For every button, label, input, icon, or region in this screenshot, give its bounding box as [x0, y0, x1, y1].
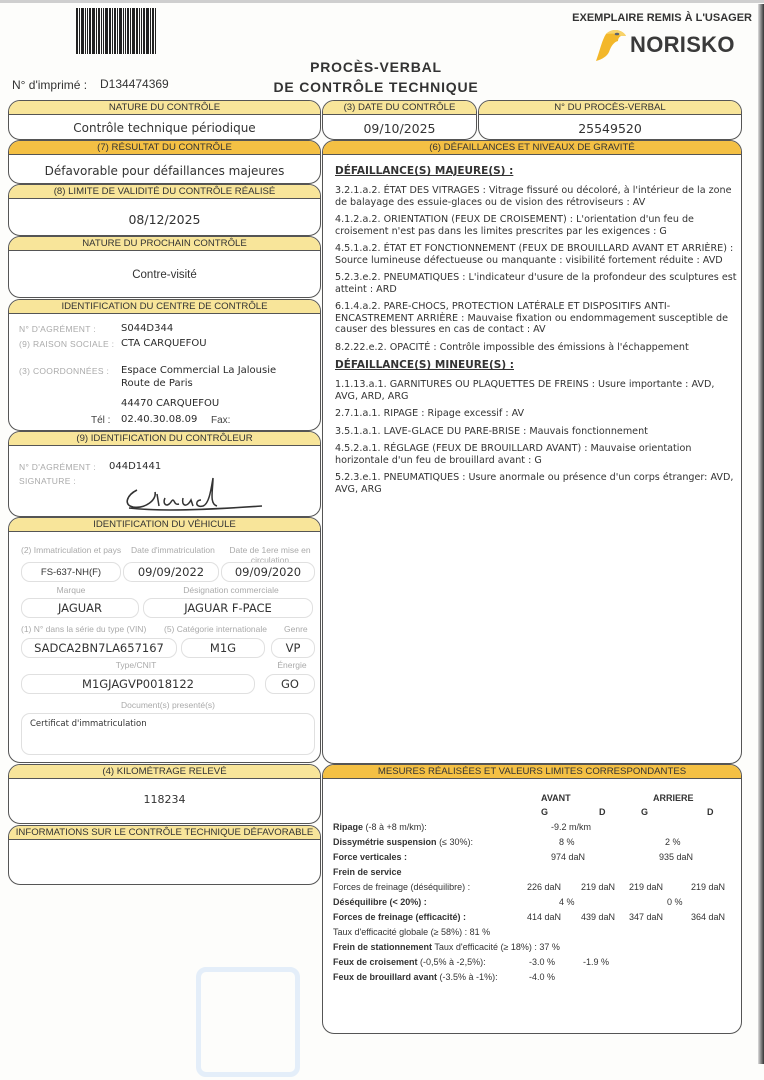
informations-box [8, 825, 321, 885]
barcode-bar [127, 8, 129, 54]
imprime-label: N° d'imprimé : [12, 78, 88, 92]
centre-controle-header: IDENTIFICATION DU CENTRE DE CONTRÔLE [9, 300, 320, 314]
marque-caption: Marque [56, 585, 86, 595]
col-arriere: ARRIERE [653, 793, 694, 803]
barcode-bar [92, 8, 95, 54]
barcode-bar [143, 8, 145, 54]
centre-raison-label: (9) RAISON SOCIALE : [19, 339, 115, 349]
mineure-item: 2.7.1.a.1. RIPAGE : Ripage excessif : AV [335, 408, 525, 419]
barcode-bar [85, 8, 86, 54]
immat-caption: (2) Immatriculation et pays [21, 545, 122, 555]
barcode-bar [125, 8, 126, 54]
barcode-bar [87, 8, 88, 54]
col-avant-d: D [599, 807, 606, 817]
barcode-bar [81, 8, 84, 54]
nature-controle-box [8, 100, 321, 140]
designation-field: JAGUAR F-PACE [143, 598, 313, 618]
dissym-label: Dissymétrie suspension [333, 837, 437, 847]
vehicule-box [8, 517, 321, 763]
forces-deseq-arg: 219 daN [629, 882, 664, 892]
force-vert-avant: 974 daN [551, 852, 586, 862]
force-vert-label: Force verticales : [333, 852, 408, 862]
numero-pv-box [478, 100, 742, 140]
date-immat-field: 09/09/2022 [123, 562, 219, 582]
immat-field: FS-637-NH(F) [21, 562, 121, 582]
scan-edge-right [758, 4, 764, 1064]
vehicule-header: IDENTIFICATION DU VÉHICULE [9, 518, 320, 532]
barcode-bar [136, 8, 138, 54]
defaillances-box [322, 140, 742, 764]
majeure-item: 4.1.2.a.2. ORIENTATION (FEUX DE CROISEMENT) : L'orientation d'un feu de croisement n'est pas dans les limites prescrites par les exigences : G [335, 214, 694, 237]
mesures-box [322, 764, 742, 1034]
signature [117, 470, 267, 515]
date-1ere-field: 09/09/2020 [221, 562, 315, 582]
nature-controle-header: NATURE DU CONTRÔLE [9, 101, 320, 115]
limite-validite-value: 08/12/2025 [128, 212, 201, 227]
forces-eff-ard: 364 daN [691, 912, 726, 922]
date-controle-header: (3) DATE DU CONTRÔLE [323, 101, 476, 115]
marque-field: JAGUAR [21, 598, 139, 618]
majeure-item: 5.2.3.e.2. PNEUMATIQUES : L'indicateur d'usure de la profondeur des sculptures est atteint : ARD [335, 272, 737, 295]
limite-validite-header: (8) LIMITE DE VALIDITÉ DU CONTRÔLE RÉALISÉ [9, 185, 320, 199]
croisement-g: -3.0 % [529, 957, 556, 967]
date-controle-value: 09/10/2025 [363, 121, 436, 136]
barcode-bar [123, 8, 124, 54]
centre-address-line2: Route de Paris [121, 378, 193, 389]
forces-eff-avg: 414 daN [527, 912, 562, 922]
dissym-avant: 8 % [559, 837, 575, 847]
ripage-limit: (-8 à +8 m/km): [365, 822, 427, 832]
centre-controle-box [8, 299, 321, 431]
type-field: M1GJAGVP0018122 [21, 674, 255, 694]
barcode-bar [96, 8, 97, 54]
barcode-bar [79, 8, 80, 54]
scan-edge-top [0, 0, 764, 3]
designation-caption: Désignation commerciale [183, 585, 279, 595]
document-title-line2: DE CONTRÔLE TECHNIQUE [273, 79, 479, 95]
croisement-limit: (-0,5% à -2,5%): [420, 957, 486, 967]
barcode-bar [89, 8, 91, 54]
barcode-bar [130, 8, 131, 54]
frein-service-label: Frein de service [333, 867, 402, 877]
forces-deseq-avd: 219 daN [581, 882, 616, 892]
prochain-controle-header: NATURE DU PROCHAIN CONTRÔLE [9, 237, 320, 251]
document-title-line1: PROCÈS-VERBAL [310, 59, 442, 75]
controleur-signature-label: SIGNATURE : [19, 476, 76, 486]
limite-validite-box [8, 184, 321, 236]
dissym-limit: (≤ 30%): [439, 837, 474, 847]
centre-fax-label: Fax: [211, 415, 231, 426]
centre-address-line3: 44470 CARQUEFOU [121, 398, 220, 409]
mineure-item: 1.1.13.a.1. GARNITURES OU PLAQUETTES DE FREINS : Usure importante : AVD, AVG, ARD, ARG [335, 379, 715, 402]
barcode-bar [132, 8, 135, 54]
barcode-bar [117, 8, 118, 54]
date-1ere-caption: Date de 1ere mise en circulation [229, 545, 311, 565]
barcode-bar [141, 8, 142, 54]
genre-caption: Genre [284, 624, 308, 634]
controleur-box [8, 431, 321, 517]
date-controle-box [322, 100, 477, 140]
col-avant-g: G [541, 807, 549, 817]
forces-deseq-label: Forces de freinage (déséquilibre) : [333, 882, 471, 892]
forces-eff-avd: 439 daN [581, 912, 616, 922]
brouillard-label: Feux de brouillard avant [333, 972, 438, 982]
barcode-bar [146, 8, 149, 54]
croisement-label: Feux de croisement [333, 957, 418, 967]
mineure-item: 4.5.2.a.1. RÉGLAGE (FEUX DE BROUILLARD AVANT) : Mauvaise orientation horizontale d'un feu de brouillard avant : G [335, 443, 692, 466]
defaillances-content [323, 165, 741, 495]
kilometrage-box [8, 764, 321, 824]
forces-eff-label: Forces de freinage (efficacité) : [333, 912, 467, 922]
energie-field: GO [265, 674, 315, 694]
forces-deseq-ard: 219 daN [691, 882, 726, 892]
barcode-bar [98, 8, 100, 54]
vin-caption: (1) N° dans la série du type (VIN) [21, 624, 147, 634]
norisko-logo [592, 30, 752, 62]
documents-value: Certificat d'immatriculation [30, 719, 147, 729]
col-arriere-d: D [707, 807, 714, 817]
forces-deseq-avg: 226 daN [527, 882, 562, 892]
barcode-bar [150, 8, 151, 54]
prochain-controle-value: Contre-visité [132, 269, 197, 281]
exemplaire-label: EXEMPLAIRE REMIS À L'USAGER [572, 12, 752, 24]
forces-eff-arg: 347 daN [629, 912, 664, 922]
deseq-label: Déséquilibre (< 20%) : [333, 897, 427, 907]
centre-raison-value: CTA CARQUEFOU [121, 338, 207, 349]
barcode-bar [76, 8, 78, 54]
kilometrage-value: 118234 [143, 793, 186, 806]
documents-caption: Document(s) presenté(s) [120, 700, 215, 710]
nature-controle-value: Contrôle technique périodique [73, 121, 256, 135]
categorie-field: M1G [181, 638, 265, 658]
barcode-bar [112, 8, 113, 54]
ripage-avant: -9.2 m/km [551, 822, 592, 832]
informations-header: INFORMATIONS SUR LE CONTRÔLE TECHNIQUE DÉFAVORABLE [9, 826, 320, 840]
barcode-bar [109, 8, 111, 54]
barcode-bar [139, 8, 140, 54]
stationnement-label: Frein de stationnement [333, 942, 433, 952]
mineure-item: 3.5.1.a.1. LAVE-GLACE DU PARE-BRISE : Mauvais fonctionnement [335, 425, 648, 437]
centre-agrement-value: S044D344 [121, 323, 174, 334]
resultat-value: Défavorable pour défaillances majeures [44, 164, 285, 178]
barcode-bar [152, 8, 154, 54]
stationnement-value: Taux d'efficacité (≥ 18%) : 37 % [434, 942, 560, 952]
eagle-icon [592, 28, 628, 62]
energie-caption: Énergie [277, 660, 307, 670]
taux-global: Taux d'efficacité globale (≥ 58%) : 81 % [333, 927, 491, 937]
force-vert-arriere: 935 daN [659, 852, 694, 862]
majeure-item: 6.1.4.a.2. PARE-CHOCS, PROTECTION LATÉRALE ET DISPOSITIFS ANTI-ENCASTREMENT ARRIÈRE : Mauvaise fixation ou endommagement susceptible de causer des blessures en cas de contact : AV [335, 301, 728, 335]
centre-tel-value: 02.40.30.08.09 [121, 414, 198, 425]
majeure-item: 3.2.1.a.2. ÉTAT DES VITRAGES : Vitrage fissuré ou décoloré, à l'intérieur de la zone de balayage des essuie-glaces ou de vision des rétroviseurs : AV [335, 185, 732, 208]
mineure-item: 5.2.3.e.1. PNEUMATIQUES : Usure anormale ou présence d'un corps étranger: AVD, AVG, ARG [335, 472, 734, 495]
controleur-agrement-value: 044D1441 [109, 461, 162, 472]
brouillard-g: -4.0 % [529, 972, 556, 982]
mesures-header: MESURES RÉALISÉES ET VALEURS LIMITES CORRESPONDANTES [323, 765, 741, 779]
kilometrage-header: (4) KILOMÉTRAGE RELEVÉ [9, 765, 320, 779]
numero-pv-header: N° DU PROCÈS-VERBAL [479, 101, 741, 115]
type-caption: Type/CNIT [115, 660, 157, 670]
brouillard-limit: (-3.5% à -1%): [439, 972, 498, 982]
barcode-bar [101, 8, 102, 54]
documents-field [21, 713, 315, 755]
barcode-bar [105, 8, 108, 54]
majeure-item: 4.5.1.a.2. ÉTAT ET FONCTIONNEMENT (FEUX DE BROUILLARD AVANT ET ARRIÈRE) : Source lumineuse défectueuse ou manquante : visibilité fortement réduite : AVD [335, 243, 734, 266]
numero-pv-value: 25549520 [578, 121, 642, 136]
col-arriere-g: G [641, 807, 649, 817]
barcode-bar [103, 8, 104, 54]
faded-stamp-frame [196, 967, 300, 1077]
controleur-header: (9) IDENTIFICATION DU CONTRÔLEUR [9, 432, 320, 446]
barcode-bar [114, 8, 116, 54]
col-avant: AVANT [541, 793, 571, 803]
genre-field: VP [271, 638, 315, 658]
brand-name: NORISKO [630, 32, 735, 57]
barcode [76, 8, 160, 54]
categorie-caption: (5) Catégorie internationale [164, 624, 268, 634]
defaillances-header: (6) DÉFAILLANCES ET NIVEAUX DE GRAVITÉ [323, 141, 741, 155]
prochain-controle-box [8, 236, 321, 298]
controleur-agrement-label: N° D'AGRÉMENT : [19, 462, 96, 472]
resultat-box [8, 140, 321, 184]
vin-field: SADCA2BN7LA657167 [21, 638, 177, 658]
dissym-arriere: 2 % [665, 837, 681, 847]
resultat-header: (7) RÉSULTAT DU CONTRÔLE [9, 141, 320, 155]
deseq-avant: 4 % [559, 897, 575, 907]
deseq-arriere: 0 % [667, 897, 683, 907]
mineures-title: DÉFAILLANCE(S) MINEURE(S) : [335, 359, 514, 371]
croisement-d: -1.9 % [583, 957, 610, 967]
majeures-title: DÉFAILLANCE(S) MAJEURE(S) : [335, 165, 514, 177]
centre-address-line1: Espace Commercial La Jalousie [121, 365, 277, 376]
barcode-bar [119, 8, 122, 54]
centre-agrement-label: N° D'AGRÉMENT : [19, 324, 96, 334]
barcode-bar [155, 8, 156, 54]
centre-coord-label: (3) COORDONNÉES : [19, 366, 110, 376]
majeure-item: 8.2.22.e.2. OPACITÉ : Contrôle impossible des émissions à l'échappement [335, 341, 689, 353]
imprime-number: D134474369 [100, 77, 169, 91]
date-immat-caption: Date d'immatriculation [131, 545, 215, 555]
centre-tel-label: Tél : [91, 415, 111, 426]
ripage-label: Ripage [333, 822, 364, 832]
